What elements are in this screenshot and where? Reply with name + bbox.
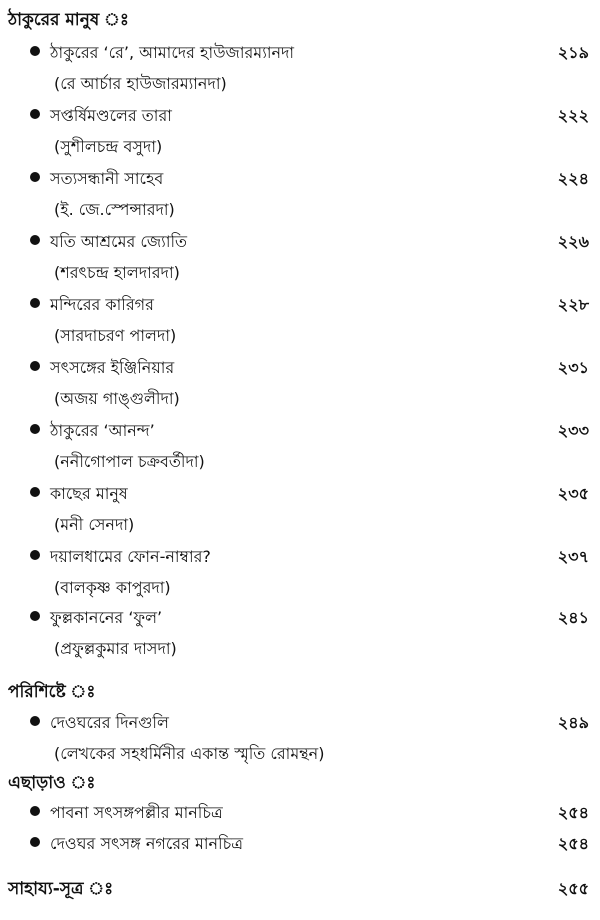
bullet-icon [30,806,40,816]
page-number: ২৫৪ [557,803,589,822]
bullet-icon [30,235,40,245]
page-number: ২২৬ [557,232,589,251]
page-number: ২২৪ [557,169,589,188]
entry-subtitle: (প্রফুল্লকুমার দাসদা) [54,639,177,658]
entry-title: সপ্তর্ষিমণ্ডলের তারা [30,103,172,130]
entry-subtitle: (লেখকের সহধর্মিনীর একান্ত স্মৃতি রোমন্থন) [54,744,325,763]
page-number: ২৪১ [557,608,589,627]
entry-subtitle: (শরৎচন্দ্র হালদারদা) [54,263,180,282]
entry-title: সৎসঙ্গের ইঞ্জিনিয়ার [30,355,174,382]
section-heading-echharao: এছাড়াও ঃ [8,773,96,793]
page-number: ২৫৫ [557,879,589,898]
page-number: ২৩৩ [557,421,589,440]
entry-title: দেওঘরের দিনগুলি [30,710,169,737]
entry-subtitle: (ননীগোপাল চক্রবর্তীদা) [54,452,205,471]
page-number: ২৩১ [557,358,589,377]
entry-title: ঠাকুরের ‘আনন্দ’ [30,418,155,445]
bullet-icon [30,550,40,560]
entry-title: ঠাকুরের ‘রে’, আমাদের হাউজারম্যানদা [30,40,294,67]
bullet-icon [30,716,40,726]
page-number: ২৪৯ [557,713,589,732]
section-heading-thakurer-manush: ঠাকুরের মানুষ ঃ [8,10,129,30]
entry-subtitle: (সুশীলচন্দ্র বসুদা) [54,137,163,156]
entry-subtitle: (রে আর্চার হাউজারম্যানদা) [54,74,227,93]
page-number: ২২৮ [557,295,589,314]
bullet-icon [30,611,40,621]
page-number: ২১৯ [557,43,589,62]
entry-subtitle: (ই. জে.স্পেন্সারদা) [54,200,175,219]
page-number: ২৫৪ [557,834,589,853]
entry-subtitle: (মনী সেনদা) [54,515,135,534]
bullet-icon [30,487,40,497]
entry-subtitle: (বালকৃষ্ণ কাপুরদা) [54,578,171,597]
entry-title: দয়ালধামের ফোন-নাম্বার? [30,544,211,571]
bullet-icon [30,172,40,182]
bullet-icon [30,424,40,434]
entry-subtitle: (সারদাচরণ পালদা) [54,326,177,345]
bullet-icon [30,837,40,847]
page-number: ২২২ [557,106,589,125]
section-heading-porishishte: পরিশিষ্টে ঃ [8,682,96,702]
entry-title: ফুল্লকাননের ‘ফুল’ [30,605,162,632]
entry-title: পাবনা সৎসঙ্গপল্লীর মানচিত্র [30,800,223,827]
entry-title: মন্দিরের কারিগর [30,292,154,319]
bullet-icon [30,361,40,371]
bullet-icon [30,109,40,119]
bullet-icon [30,298,40,308]
entry-title: কাছের মানুষ [30,481,128,508]
entry-title: সত্যসন্ধানী সাহেব [30,166,163,193]
section-heading-sahajya-sutra: সাহায্য-সূত্র ঃ [8,879,114,899]
entry-title: দেওঘর সৎসঙ্গ নগরের মানচিত্র [30,831,243,858]
entry-subtitle: (অজয় গাঙ্গুলীদা) [54,389,180,408]
page-number: ২৩৭ [557,547,589,566]
entry-title: যতি আশ্রমের জ্যোতি [30,229,187,256]
page-number: ২৩৫ [557,484,589,503]
bullet-icon [30,46,40,56]
